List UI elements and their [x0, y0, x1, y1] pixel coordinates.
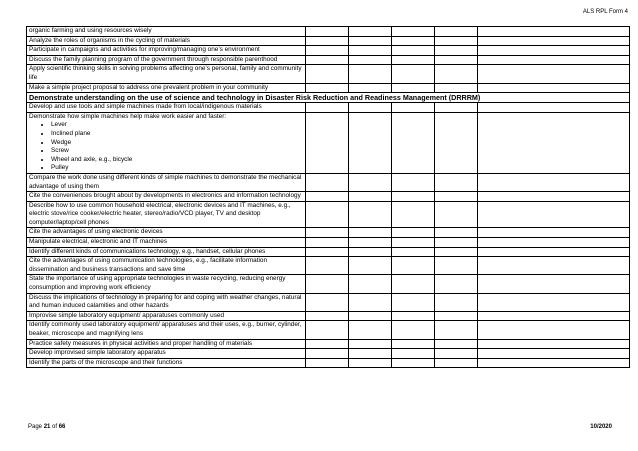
- rating-cell[interactable]: [392, 321, 435, 339]
- bullet-item: • Wheel and axle, e.g., bicycle: [51, 156, 303, 165]
- rating-cell[interactable]: [392, 311, 435, 321]
- competency-cell: [27, 247, 306, 257]
- rating-cell[interactable]: [349, 201, 392, 228]
- rating-cell[interactable]: [349, 349, 392, 359]
- section-heading: Demonstrate understanding on the use of science and technology in Disaster Risk Reduction and Readiness Management (DRRRM): [27, 93, 630, 103]
- rating-cell[interactable]: [349, 103, 392, 113]
- competency-cell: [27, 275, 306, 293]
- competency-text: Identify commonly used laboratory equipment/ apparatuses and their uses, e.g., burner, cylinder, beaker, microscope and magnifying lens: [29, 321, 302, 337]
- rating-cell[interactable]: [349, 65, 392, 83]
- competency-text: Identify different kinds of communications technology, e.g., handset, cellular phones: [29, 247, 266, 255]
- rating-cell[interactable]: [435, 339, 478, 349]
- rating-cell[interactable]: [306, 293, 349, 311]
- rating-cell[interactable]: [392, 36, 435, 46]
- bullet-list: [29, 121, 303, 173]
- rating-cell[interactable]: [478, 173, 630, 191]
- rating-cell[interactable]: [306, 247, 349, 257]
- rating-cell[interactable]: [478, 311, 630, 321]
- rating-cell[interactable]: [306, 112, 349, 173]
- page-total: 66: [58, 424, 66, 430]
- rating-cell[interactable]: [478, 293, 630, 311]
- rating-cell[interactable]: [392, 293, 435, 311]
- rating-cell[interactable]: [435, 257, 478, 275]
- competency-cell: [27, 201, 306, 228]
- competency-cell: [27, 311, 306, 321]
- competency-text: Demonstrate how simple machines help make work easier and faster:: [29, 112, 227, 120]
- section-heading-row: [27, 93, 630, 103]
- bullet-item: • Pulley: [51, 164, 303, 173]
- rating-cell[interactable]: [435, 238, 478, 248]
- rating-cell[interactable]: [349, 275, 392, 293]
- competency-text: Describe how to use common household electrical, electronic devices and IT machines, e.g., electric stove/rice cooker/electric heater, stereo/radio/VCD player, TV and desktop computer/laptop/cell phones: [29, 201, 291, 226]
- rating-cell[interactable]: [435, 228, 478, 238]
- rating-cell[interactable]: [306, 311, 349, 321]
- competency-cell: [27, 192, 306, 202]
- competency-text: Manipulate electrical, electronic and IT machines: [29, 238, 168, 246]
- rating-cell[interactable]: [306, 201, 349, 228]
- rating-cell[interactable]: [349, 257, 392, 275]
- bullet-item: • Wedge: [51, 139, 303, 148]
- rating-cell[interactable]: [392, 103, 435, 113]
- rating-cell[interactable]: [435, 275, 478, 293]
- competency-text: Apply scientific thinking skills in solving problems affecting one’s personal, family and community life: [29, 65, 302, 81]
- page-current: 21: [43, 424, 51, 430]
- rating-cell[interactable]: [478, 65, 630, 83]
- competency-cell: [27, 83, 306, 93]
- rating-cell[interactable]: [349, 358, 392, 368]
- rating-cell[interactable]: [392, 247, 435, 257]
- table-row: [27, 339, 630, 349]
- bullet-item: • Inclined plane: [51, 130, 303, 139]
- rating-cell[interactable]: [478, 55, 630, 65]
- competency-text: Cite the conveniences brought about by developments in electronics and information technology: [29, 192, 301, 200]
- rating-cell[interactable]: [349, 173, 392, 191]
- competency-text: Discuss the implications of technology in preparing for and coping with weather changes, natural and human induced calamities and other hazards: [29, 293, 302, 310]
- table-row: [27, 238, 630, 248]
- rating-cell[interactable]: [435, 349, 478, 359]
- rating-cell[interactable]: [435, 358, 478, 368]
- rating-cell[interactable]: [349, 293, 392, 311]
- rating-cell[interactable]: [306, 358, 349, 368]
- competency-text: Cite the advantages of using communication technologies, e.g., facilitate information dissemination and business transactions and save time: [29, 257, 268, 273]
- competency-table: [26, 26, 630, 368]
- table-row: [27, 55, 630, 65]
- rating-cell[interactable]: [306, 55, 349, 65]
- competency-cell: [27, 112, 306, 173]
- competency-cell: [27, 358, 306, 368]
- competency-cell: [27, 55, 306, 65]
- rating-cell[interactable]: [306, 257, 349, 275]
- rating-cell[interactable]: [392, 192, 435, 202]
- rating-cell[interactable]: [435, 36, 478, 46]
- competency-cell: [27, 238, 306, 248]
- rating-cell[interactable]: [306, 349, 349, 359]
- rating-cell[interactable]: [349, 112, 392, 173]
- table-row: [27, 321, 630, 339]
- rating-cell[interactable]: [392, 339, 435, 349]
- rating-cell[interactable]: [392, 173, 435, 191]
- rating-cell[interactable]: [306, 36, 349, 46]
- table-row: [27, 46, 630, 56]
- bullet-item: • Screw: [51, 147, 303, 156]
- rating-cell[interactable]: [306, 192, 349, 202]
- rating-cell[interactable]: [478, 103, 630, 113]
- rating-cell[interactable]: [435, 65, 478, 83]
- rating-cell[interactable]: [435, 103, 478, 113]
- rating-cell[interactable]: [478, 275, 630, 293]
- table-row: [27, 228, 630, 238]
- rating-cell[interactable]: [349, 238, 392, 248]
- competency-text: Analyze the roles of organisms in the cycling of materials: [29, 36, 190, 44]
- rating-cell[interactable]: [392, 358, 435, 368]
- rating-cell[interactable]: [392, 257, 435, 275]
- rating-cell[interactable]: [349, 36, 392, 46]
- rating-cell[interactable]: [349, 339, 392, 349]
- rating-cell[interactable]: [349, 311, 392, 321]
- rating-cell[interactable]: [392, 65, 435, 83]
- rating-cell[interactable]: [478, 46, 630, 56]
- rating-cell[interactable]: [435, 55, 478, 65]
- rating-cell[interactable]: [306, 228, 349, 238]
- rating-cell[interactable]: [306, 27, 349, 37]
- table-row: [27, 201, 630, 228]
- rating-cell[interactable]: [478, 358, 630, 368]
- competency-cell: [27, 293, 306, 311]
- rating-cell[interactable]: [349, 228, 392, 238]
- table-row: [27, 275, 630, 293]
- rating-cell[interactable]: [349, 27, 392, 37]
- rating-cell[interactable]: [478, 238, 630, 248]
- rating-cell[interactable]: [306, 173, 349, 191]
- rating-cell[interactable]: [349, 192, 392, 202]
- rating-cell[interactable]: [392, 55, 435, 65]
- rating-cell[interactable]: [392, 275, 435, 293]
- table-row: [27, 247, 630, 257]
- competency-text: Develop improvised simple laboratory apparatus: [29, 349, 166, 357]
- competency-text: Develop and use tools and simple machines made from local/indigenous materials: [29, 103, 262, 111]
- rating-cell[interactable]: [435, 112, 478, 173]
- rating-cell[interactable]: [435, 192, 478, 202]
- competency-text: Participate in campaigns and activities for improving/managing one’s environment: [29, 46, 260, 54]
- rating-cell[interactable]: [435, 83, 478, 93]
- competency-text: Improvise simple laboratory equipment/ apparatuses commonly used: [29, 311, 225, 319]
- page-sep: of: [50, 424, 59, 430]
- competency-cell: [27, 349, 306, 359]
- rating-cell[interactable]: [435, 27, 478, 37]
- rating-cell[interactable]: [435, 201, 478, 228]
- competency-text: Practice safety measures in physical activities and proper handling of materials: [29, 339, 253, 347]
- rating-cell[interactable]: [478, 339, 630, 349]
- rating-cell[interactable]: [478, 27, 630, 37]
- competency-text: Cite the advantages of using electronic devices: [29, 228, 163, 236]
- rating-cell[interactable]: [392, 112, 435, 173]
- rating-cell[interactable]: [306, 83, 349, 93]
- rating-cell[interactable]: [435, 247, 478, 257]
- rating-cell[interactable]: [392, 27, 435, 37]
- rating-cell[interactable]: [349, 321, 392, 339]
- table-row: [27, 349, 630, 359]
- table-row: [27, 83, 630, 93]
- rating-cell[interactable]: [349, 55, 392, 65]
- rating-cell[interactable]: [478, 257, 630, 275]
- rating-cell[interactable]: [478, 192, 630, 202]
- page-number: [28, 424, 65, 430]
- competency-cell: [27, 321, 306, 339]
- competency-cell: [27, 27, 306, 37]
- rating-cell[interactable]: [478, 349, 630, 359]
- rating-cell[interactable]: [392, 238, 435, 248]
- competency-cell: [27, 228, 306, 238]
- competency-text: Discuss the family planning program of the government through responsible parenthood: [29, 55, 278, 63]
- table-row: [27, 65, 630, 83]
- competency-text: State the importance of using appropriate technologies in waste recycling, reducing energy consumption and improving work efficiency: [29, 275, 286, 292]
- rating-cell[interactable]: [435, 293, 478, 311]
- rating-cell[interactable]: [478, 36, 630, 46]
- rating-cell[interactable]: [478, 247, 630, 257]
- table-row: [27, 293, 630, 311]
- table-row: [27, 103, 630, 113]
- table-row: [27, 192, 630, 202]
- competency-cell: [27, 173, 306, 191]
- table-row: [27, 257, 630, 275]
- rating-cell[interactable]: [306, 103, 349, 113]
- table-row: [27, 36, 630, 46]
- rating-cell[interactable]: [435, 46, 478, 56]
- rating-cell[interactable]: [478, 228, 630, 238]
- table-row: [27, 173, 630, 191]
- rating-cell[interactable]: [435, 311, 478, 321]
- page-prefix: Page: [28, 424, 44, 430]
- rating-cell[interactable]: [478, 321, 630, 339]
- table-row: [27, 27, 630, 37]
- competency-cell: [27, 36, 306, 46]
- competency-text: Make a simple project proposal to address one prevalent problem in your community: [29, 83, 269, 91]
- form-label: ALS RPL Form 4: [582, 9, 628, 15]
- rating-cell[interactable]: [392, 201, 435, 228]
- rating-cell[interactable]: [392, 83, 435, 93]
- rating-cell[interactable]: [478, 112, 630, 173]
- competency-cell: [27, 46, 306, 56]
- form-date: 10/2020: [590, 424, 612, 430]
- rating-cell[interactable]: [478, 83, 630, 93]
- competency-text: Compare the work done using different kinds of simple machines to demonstrate the mechanical advantage of using them: [29, 173, 302, 190]
- bullet-item: • Lever: [51, 121, 303, 130]
- table-row: [27, 358, 630, 368]
- rating-cell[interactable]: [306, 321, 349, 339]
- rating-cell[interactable]: [349, 247, 392, 257]
- competency-cell: [27, 103, 306, 113]
- rating-cell[interactable]: [306, 238, 349, 248]
- rating-cell[interactable]: [435, 173, 478, 191]
- rating-cell[interactable]: [435, 321, 478, 339]
- competency-text: Identify the parts of the microscope and their functions: [29, 358, 183, 366]
- competency-text: organic farming and using resources wisely: [29, 27, 152, 34]
- rating-cell[interactable]: [392, 349, 435, 359]
- rating-cell[interactable]: [306, 275, 349, 293]
- rating-cell[interactable]: [306, 339, 349, 349]
- competency-cell: [27, 257, 306, 275]
- rating-cell[interactable]: [392, 46, 435, 56]
- competency-cell: [27, 339, 306, 349]
- rating-cell[interactable]: [349, 83, 392, 93]
- rating-cell[interactable]: [392, 228, 435, 238]
- competency-cell: [27, 65, 306, 83]
- table-row: [27, 311, 630, 321]
- rating-cell[interactable]: [306, 65, 349, 83]
- table-row: [27, 112, 630, 173]
- rating-cell[interactable]: [478, 201, 630, 228]
- rating-cell[interactable]: [349, 46, 392, 56]
- rating-cell[interactable]: [306, 46, 349, 56]
